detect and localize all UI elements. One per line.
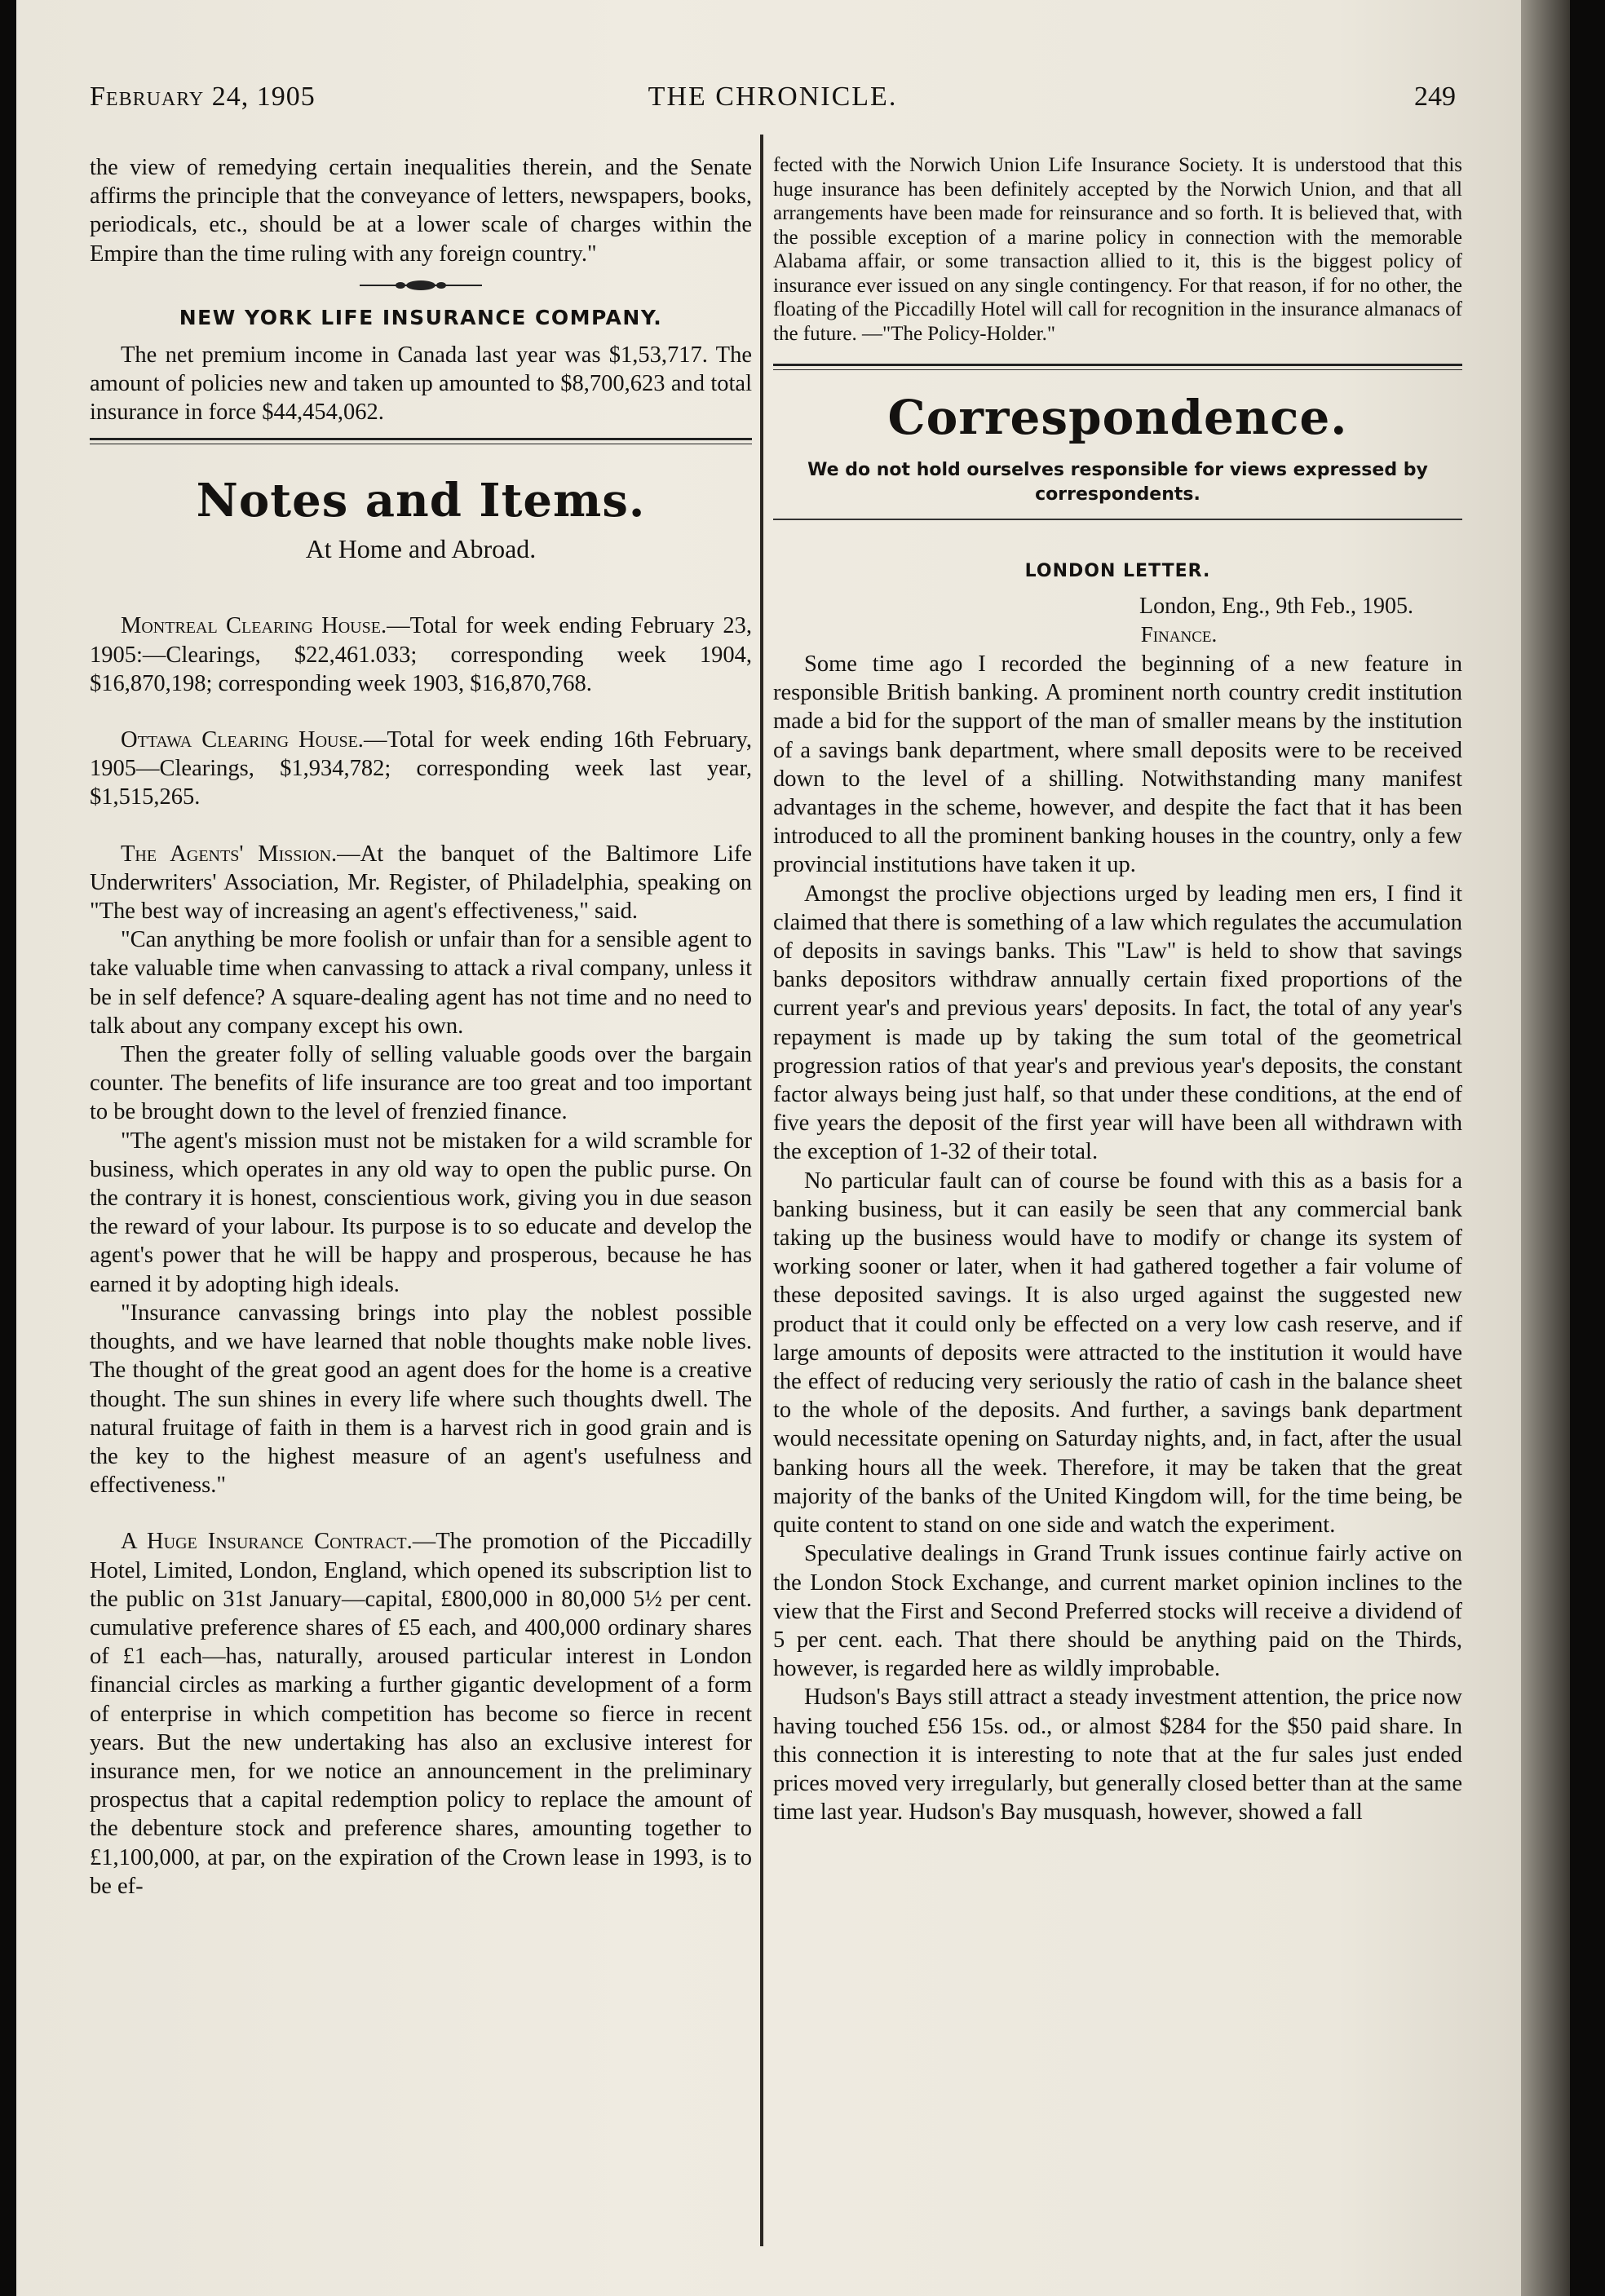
london-letter-heading: LONDON LETTER. — [1024, 561, 1211, 581]
agents-lead: The Agents' Mission. — [121, 841, 338, 867]
continued-block — [773, 153, 1462, 346]
ottawa-lead: Ottawa Clearing House. — [121, 727, 364, 753]
page-header — [90, 82, 1456, 122]
agents-item — [90, 840, 752, 926]
montreal-text: —Total for week ending February 23, 1905:—Clearings, $22,461.033; corresponding week 1904, $16,870,198; corresponding week 1903, $16,870,768. — [90, 613, 752, 696]
london-paragraph-4: Speculative dealings in Grand Trunk issues continue fairly active on the London Stock Exchange, and current market opinion inclines to the view that the First and Second Preferred stocks will receive a dividend of 5 per cent. each. That there should be anything paid on the Thirds, however, is regarded here as wildly improbable. — [773, 1541, 1462, 1682]
intro-paragraph: the view of remedying certain inequalities therein, and the Senate affirms the principle that the conveyance of letters, newspapers, books, periodicals, etc., should be at a lower scale of charges within the Empire than the time ruling with any foreign country." — [90, 155, 752, 267]
agents-paragraph-5: "Insurance canvassing brings into play the noblest possible thoughts, and we have learned that noble thoughts make noble lives. The thought of the great good an agent does for the home is a creative thought. The sun shines in every life where such thoughts dwell. The natural fruitage of faith in them is a harvest rich in good grain and is the key to the highest measure of an agent's usefulness and effectiveness." — [90, 1300, 752, 1499]
agents-paragraph-4: "The agent's mission must not be mistaken for a wild scramble for business, which operates in any old way to open the public purse. On the contrary it is honest, conscientious work, giving you in due season the reward of your labour. Its purpose is to so educate and develop the agent's power that he will be happy and prosperous, because he has earned it by adopting high ideals. — [90, 1128, 752, 1297]
notes-subheading: At Home and Abroad. — [305, 534, 537, 564]
header-page-number: 249 — [1414, 82, 1456, 112]
finance-label: Finance. — [1140, 622, 1218, 647]
london-paragraph-2: Amongst the proclive objections urged by leading men ers, I find it claimed that there is something of a law which regulates the accumulation of deposits in savings banks. This "Law" is held to show that savings banks depositors withdraw annually certain fixed proportions of the current year's and previous years' deposits. In fact, the total of any year's repayment is made up by taking the sum total of the geometrical progression ratios of that year's and previous year's deposits, the constant factor always being just half, so that under these conditions, at the end of five years the deposit of the first year will have been all withdrawn with the exception of 1-32 of their total. — [773, 881, 1462, 1165]
nylic-heading: NEW YORK LIFE INSURANCE COMPANY. — [179, 305, 663, 329]
nylic-paragraph: The net premium income in Canada last year was $1,53,717. The amount of policies new and taken up amounted to $8,700,623 and total insurance in force $44,454,062. — [90, 342, 752, 426]
ornament-divider-icon — [360, 280, 482, 291]
newspaper-page — [16, 0, 1570, 2296]
huge-contract-item — [90, 1527, 752, 1901]
agents-paragraph-2: "Can anything be more foolish or unfair than for a sensible agent to take valuable time when canvassing to attack a rival company, unless it be in self defence? A square-dealing agent has not time and no need to talk about any company except his own. — [90, 927, 752, 1039]
huge-contract-lead: A Huge Insurance Contract. — [121, 1529, 413, 1555]
london-paragraph-5: Hudson's Bays still attract a steady investment attention, the price now having touched £56 15s. od., or almost $284 for the $50 paid share. In this connection it is interesting to note that at the fur sales just ended prices moved very irregularly, but generally closed better than at the same time last year. Hudson's Bay musquash, however, showed a fall — [773, 1684, 1462, 1826]
ottawa-text: —Total for week ending 16th February, 1905—Clearings, $1,934,782; corresponding week last year, $1,515,265. — [90, 727, 752, 810]
column-divider — [760, 135, 763, 2246]
notes-heading: Notes and Items. — [196, 474, 646, 528]
header-date: February 24, 1905 — [90, 82, 316, 112]
agents-paragraph-3: Then the greater folly of selling valuable goods over the bargain counter. The benefits of life insurance are too great and too important to be brought down to the level of frenzied finance. — [90, 1042, 752, 1125]
section-rule — [90, 438, 752, 444]
left-column — [90, 153, 752, 1901]
huge-contract-text: —The promotion of the Piccadilly Hotel, Limited, London, England, which opened its subscription list to the public on 31st January—capital, £800,000 in 80,000 5½ per cent. cumulative preference shares of £5 each, and 400,000 ordinary shares of £1 each—has, naturally, aroused particular interest in London financial circles as marking a further gigantic development of a form of enterprise in which competition has become so fierce in recent years. But the new undertaking has also an exclusive interest for insurance men, for we notice an announcement in the preliminary prospectus that a capital redemption policy to replace the amount of the debenture stock and preference shares, amounting together to £1,100,000, at par, on the expiration of the Crown lease in 1993, is to be ef- — [90, 1529, 752, 1899]
london-paragraph-3: No particular fault can of course be found with this as a basis for a banking business, but it can easily be seen that any commercial bank taking up the business would have to modify or change its system of working sooner or later, when it had gathered together a fair volume of these deposited savings. It is also urged against the suggested new product that it could only be effected on a very low cash reserve, and if large amounts of deposits were attracted to the institution it would have the effect of reducing very seriously the ratio of cash in the balance sheet to the whole of the deposits. And further, a savings bank department would necessitate opening on Saturday nights, and, in fact, after the usual banking hours all the week. Therefore, it may be taken that the great majority of the banks of the United Kingdom will, for the time being, be quite content to stand on one side and watch the experiment. — [773, 1168, 1462, 1539]
binding-shadow — [1521, 0, 1570, 2296]
montreal-lead: Montreal Clearing House. — [121, 613, 387, 639]
montreal-item — [90, 612, 752, 698]
section-rule-right — [773, 364, 1462, 370]
header-title: THE CHRONICLE. — [648, 82, 898, 112]
correspondence-note: We do not hold ourselves responsible for views expressed by correspondents. — [807, 460, 1428, 505]
correspondence-heading: Correspondence. — [887, 390, 1348, 445]
dateline: London, Eng., 9th Feb., 1905. — [1139, 594, 1413, 619]
london-paragraph-1: Some time ago I recorded the beginning of a new feature in responsible British banking. A prominent north country credit institution made a bid for the support of the man of smaller means by the institution of a savings bank department, where small deposits were to be received down to the level of a shilling. Notwithstanding many manifest advantages in the scheme, however, and despite the fact that it has been introduced to all the prominent banking houses in the country, only a few provincial institutions have taken it up. — [773, 651, 1462, 878]
correspondence-rule — [773, 519, 1462, 520]
continued-paragraph: fected with the Norwich Union Life Insurance Society. It is understood that this huge insurance has been definitely accepted by the Norwich Union, and that all arrangements have been made for reinsurance and so forth. It is believed that, with the possible exception of a marine policy in connection with the memorable Alabama affair, or some transaction allied to it, this is the biggest policy of insurance ever issued on any single contingency. For that reason, if for no other, the floating of the Piccadilly Hotel will call for recognition in the insurance almanacs of the future. —"The Policy-Holder." — [773, 154, 1462, 345]
ottawa-item — [90, 726, 752, 812]
agents-text: —At the banquet of the Baltimore Life Underwriters' Association, Mr. Register, of Philadelphia, speaking on "The best way of increasing an agent's effectiveness," said. — [90, 841, 752, 925]
right-column — [773, 153, 1462, 1826]
